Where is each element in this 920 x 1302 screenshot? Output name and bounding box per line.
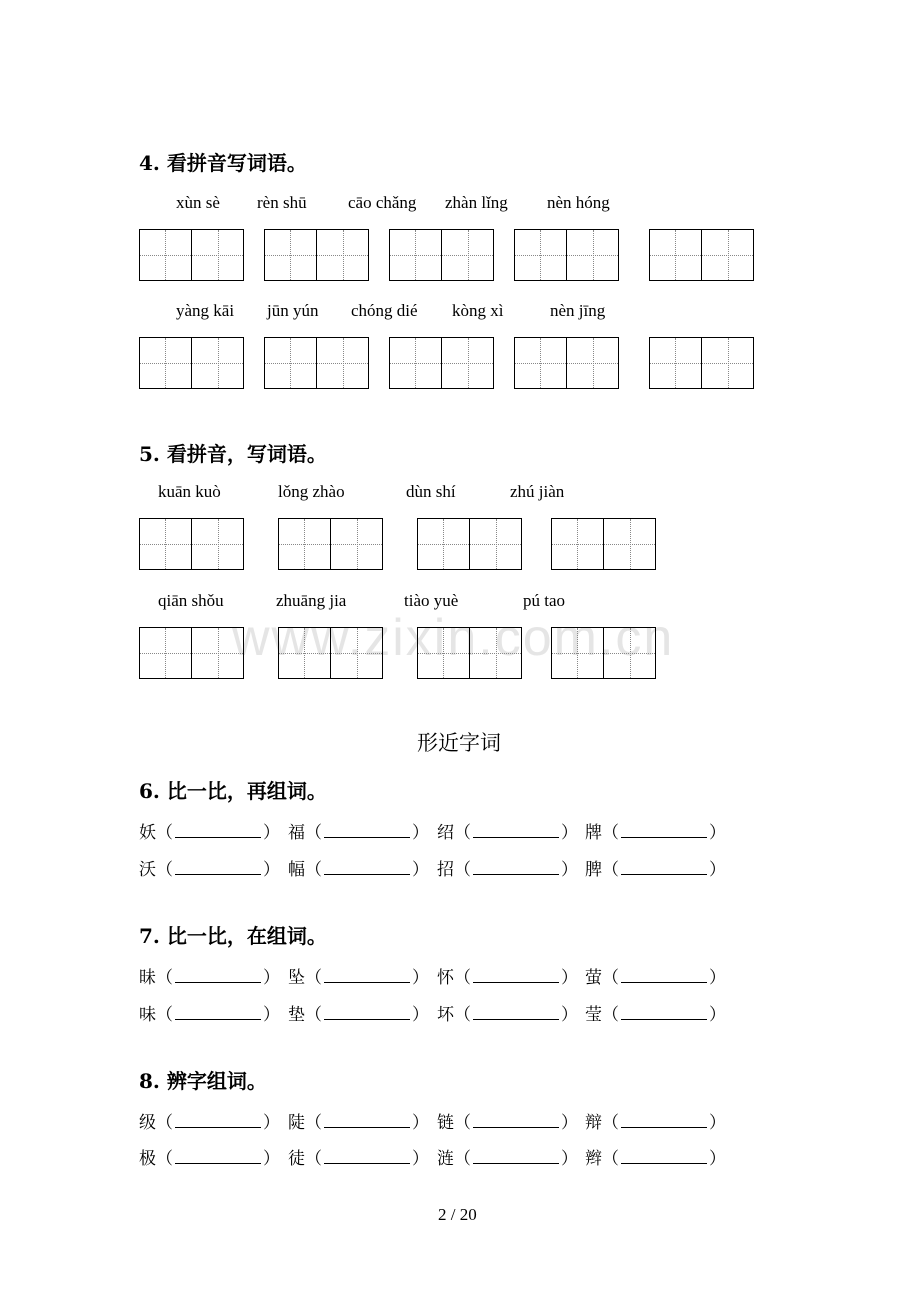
watermark: www.zixin.com.cn <box>232 609 675 667</box>
q7-title: 7. 比一比，在组词。 <box>139 924 327 948</box>
pinyin: kuān kuò <box>158 482 221 501</box>
writing-box[interactable] <box>514 337 619 389</box>
writing-box[interactable] <box>389 229 494 281</box>
writing-box[interactable] <box>514 229 619 281</box>
word-entry[interactable]: 辫（ ） <box>585 1149 726 1169</box>
writing-box[interactable] <box>139 518 244 570</box>
pinyin: cāo chǎng <box>348 193 417 212</box>
writing-box[interactable] <box>649 337 754 389</box>
pinyin: tiào yuè <box>404 591 459 610</box>
pinyin: jūn yún <box>267 301 319 320</box>
writing-box[interactable] <box>139 627 244 679</box>
word-entry[interactable]: 味（ ） <box>139 1005 280 1025</box>
pinyin: zhàn lǐng <box>445 193 508 212</box>
word-entry[interactable]: 坏（ ） <box>437 1005 578 1025</box>
word-entry[interactable]: 幅（ ） <box>288 860 429 880</box>
writing-box[interactable] <box>278 518 383 570</box>
q5-title: 5. 看拼音，写词语。 <box>139 442 327 466</box>
pinyin: chóng dié <box>351 301 418 320</box>
section-title: 形近字词 <box>417 731 501 755</box>
pinyin: kòng xì <box>452 301 504 320</box>
word-entry[interactable]: 极（ ） <box>139 1149 280 1169</box>
word-entry[interactable]: 垫（ ） <box>288 1005 429 1025</box>
word-entry[interactable]: 招（ ） <box>437 860 578 880</box>
writing-box[interactable] <box>551 627 656 679</box>
writing-box[interactable] <box>264 229 369 281</box>
pinyin: pú tao <box>523 591 566 610</box>
word-entry[interactable]: 莹（ ） <box>585 1005 726 1025</box>
word-entry[interactable]: 妖（ ） <box>139 823 280 843</box>
q4-title: 4. 看拼音写词语。 <box>139 151 307 175</box>
word-entry[interactable]: 牌（ ） <box>585 823 726 843</box>
pinyin: lǒng zhào <box>278 482 345 501</box>
writing-box[interactable] <box>551 518 656 570</box>
writing-box[interactable] <box>139 337 244 389</box>
word-entry[interactable]: 徒（ ） <box>288 1149 429 1169</box>
pinyin: zhú jiàn <box>510 482 565 501</box>
pinyin: dùn shí <box>406 482 456 501</box>
writing-box[interactable] <box>278 627 383 679</box>
pinyin: xùn sè <box>176 193 220 212</box>
writing-box[interactable] <box>417 627 522 679</box>
q6-title: 6. 比一比，再组词。 <box>139 779 327 803</box>
word-entry[interactable]: 沃（ ） <box>139 860 280 880</box>
word-entry[interactable]: 级（ ） <box>139 1113 280 1133</box>
q8-title: 8. 辨字组词。 <box>139 1069 267 1093</box>
word-entry[interactable]: 陡（ ） <box>288 1113 429 1133</box>
word-entry[interactable]: 脾（ ） <box>585 860 726 880</box>
pinyin: yàng kāi <box>176 301 235 320</box>
page-number: 2 / 20 <box>438 1205 477 1224</box>
pinyin: zhuāng jia <box>276 591 347 610</box>
pinyin: rèn shū <box>257 193 307 212</box>
word-entry[interactable]: 辩（ ） <box>585 1113 726 1133</box>
word-entry[interactable]: 坠（ ） <box>288 968 429 988</box>
word-entry[interactable]: 绍（ ） <box>437 823 578 843</box>
word-entry[interactable]: 怀（ ） <box>437 968 578 988</box>
pinyin: nèn jīng <box>550 301 606 320</box>
writing-box[interactable] <box>417 518 522 570</box>
writing-box[interactable] <box>264 337 369 389</box>
writing-box[interactable] <box>389 337 494 389</box>
word-entry[interactable]: 萤（ ） <box>585 968 726 988</box>
word-entry[interactable]: 涟（ ） <box>437 1149 578 1169</box>
word-entry[interactable]: 福（ ） <box>288 823 429 843</box>
writing-box[interactable] <box>649 229 754 281</box>
writing-box[interactable] <box>139 229 244 281</box>
word-entry[interactable]: 昧（ ） <box>139 968 280 988</box>
pinyin: qiān shǒu <box>158 591 224 610</box>
word-entry[interactable]: 链（ ） <box>437 1113 578 1133</box>
pinyin: nèn hóng <box>547 193 610 212</box>
